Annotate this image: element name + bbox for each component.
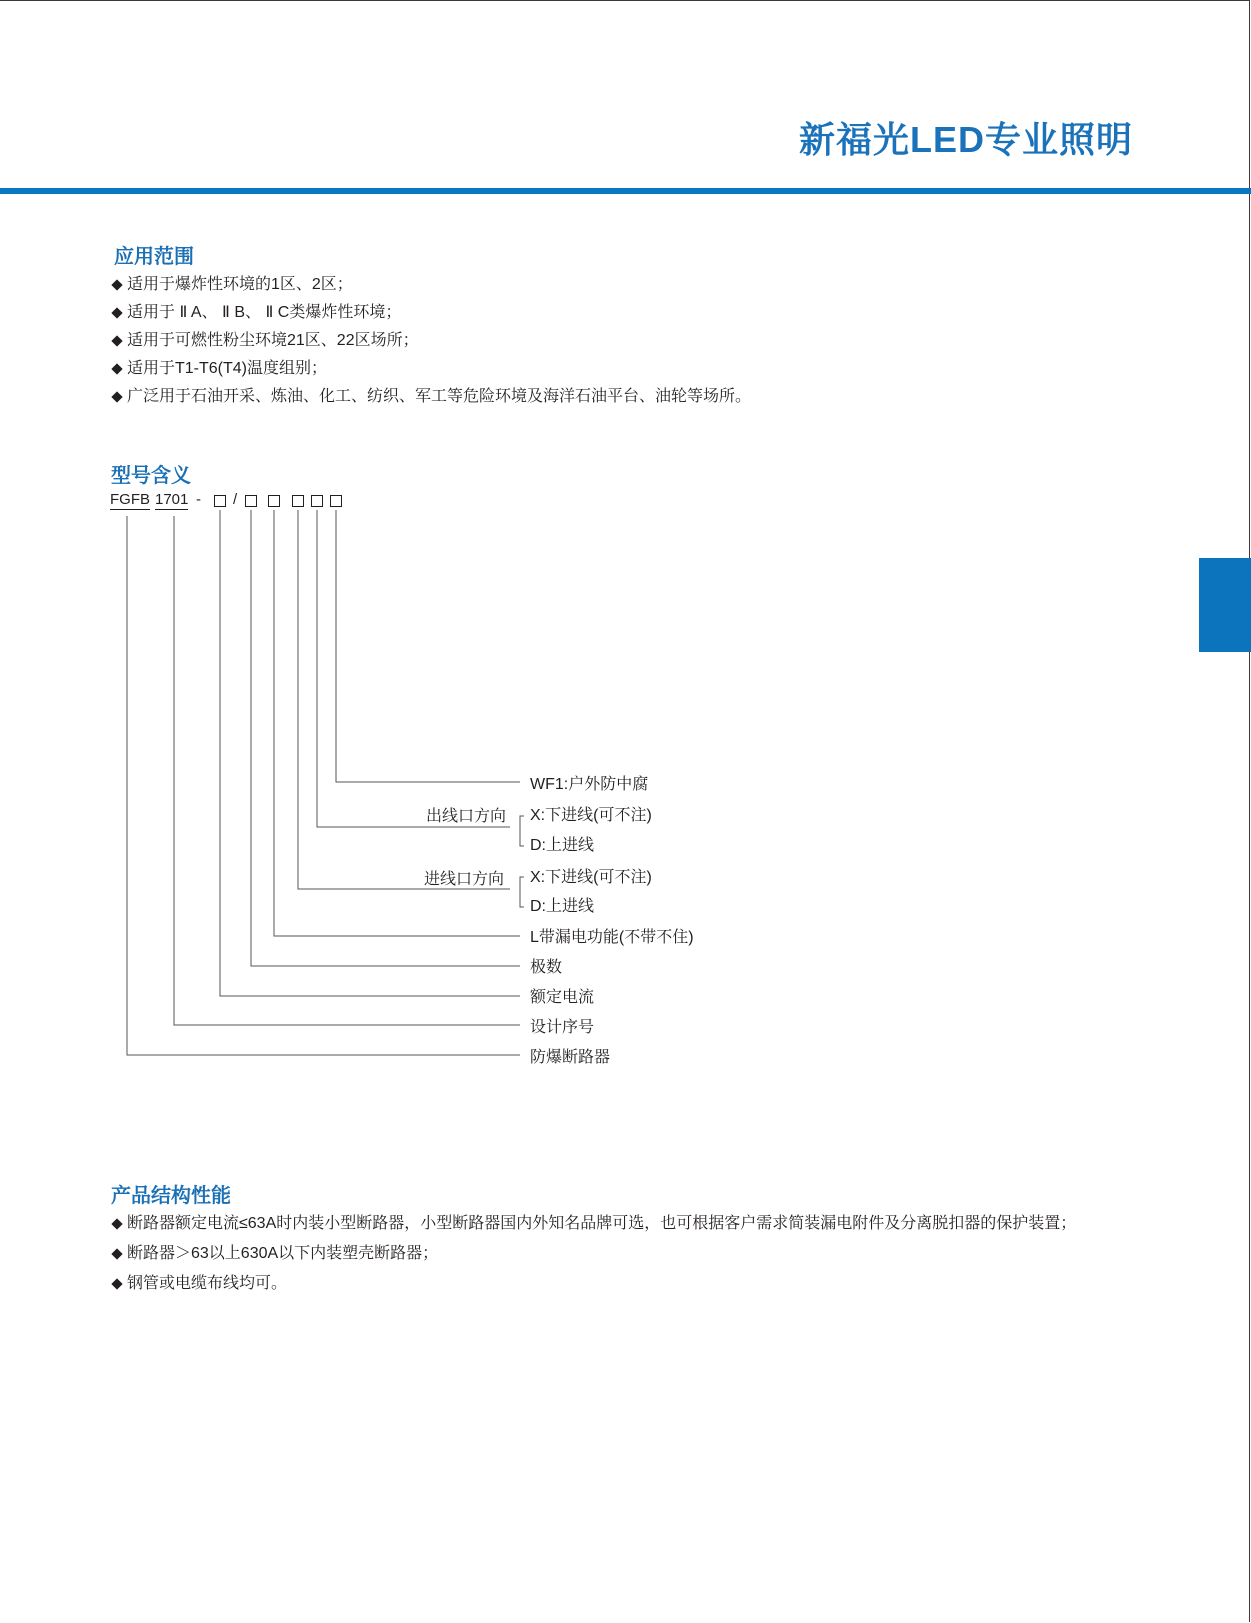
- label-outlet-group: 出线口方向: [425, 808, 506, 825]
- application-list: [110, 271, 751, 411]
- model-title: 型号含义: [111, 465, 191, 487]
- list-item: 适用于T1-T6(T4)温度组别；: [110, 355, 751, 383]
- bullet-icon: [111, 1278, 122, 1289]
- model-series: 1701: [155, 491, 189, 508]
- code-box-outlet: [311, 495, 323, 507]
- bullet-icon: [111, 391, 122, 402]
- connector-wf1: [336, 510, 520, 782]
- connector-inlet: [298, 510, 510, 889]
- connector-outlet: [317, 510, 510, 827]
- label-poles: 极数: [530, 959, 563, 976]
- code-box-current: [214, 495, 226, 507]
- label-inlet-group: 进线口方向: [423, 871, 504, 888]
- list-item: 钢管或电缆布线均可。: [110, 1269, 1160, 1299]
- label-inlet-d: D:上进线: [530, 898, 595, 915]
- code-box-leakage: [268, 495, 280, 507]
- label-product: 防爆断路器: [530, 1049, 611, 1066]
- code-box-inlet: [292, 495, 304, 507]
- header-rule: [0, 188, 1251, 194]
- side-tab: [1199, 558, 1251, 652]
- list-item: 断路器额定电流≤63A时内装小型断路器，小型断路器国内外知名品牌可选，也可根据客户需求简装漏电附件及分离脱扣器的保护装置；: [110, 1209, 1160, 1239]
- list-item: 适用于爆炸性环境的1区、2区；: [110, 271, 751, 299]
- structure-list: [110, 1209, 1160, 1299]
- connector-current: [220, 510, 520, 996]
- connector-design: [174, 516, 520, 1025]
- structure-title: 产品结构性能: [111, 1185, 231, 1207]
- label-rated-current: 额定电流: [530, 989, 595, 1006]
- bullet-icon: [111, 335, 122, 346]
- label-design-no: 设计序号: [530, 1019, 595, 1036]
- label-leakage: L带漏电功能(不带不住): [530, 929, 694, 946]
- list-item: 适用于可燃性粉尘环境21区、22区场所；: [110, 327, 751, 355]
- connector-product: [127, 516, 520, 1055]
- bullet-icon: [111, 363, 122, 374]
- label-outlet-d: D:上进线: [530, 837, 595, 854]
- bullet-icon: [111, 1248, 122, 1259]
- bracket-outlet: [520, 816, 524, 846]
- application-title: 应用范围: [114, 246, 194, 268]
- bullet-icon: [111, 1218, 122, 1229]
- brand-title: 新福光LED专业照明: [798, 119, 1133, 160]
- code-box-poles: [245, 495, 257, 507]
- bracket-inlet: [520, 877, 524, 907]
- label-wf1: WF1:户外防中腐: [530, 776, 649, 793]
- label-outlet-x: X:下进线(可不注): [530, 807, 652, 824]
- model-slash: /: [233, 491, 238, 508]
- bullet-icon: [111, 279, 122, 290]
- list-item: 断路器＞63以上630A以下内装塑壳断路器；: [110, 1239, 1160, 1269]
- connector-poles: [251, 510, 520, 966]
- code-box-wf1: [330, 495, 342, 507]
- list-item: 适用于 Ⅱ A、 Ⅱ B、 Ⅱ C类爆炸性环境；: [110, 299, 751, 327]
- list-item: 广泛用于石油开采、炼油、化工、纺织、军工等危险环境及海洋石油平台、油轮等场所。: [110, 383, 751, 411]
- bullet-icon: [111, 307, 122, 318]
- model-prefix: FGFB: [110, 491, 150, 508]
- model-dash: -: [196, 491, 201, 508]
- label-inlet-x: X:下进线(可不注): [530, 869, 652, 886]
